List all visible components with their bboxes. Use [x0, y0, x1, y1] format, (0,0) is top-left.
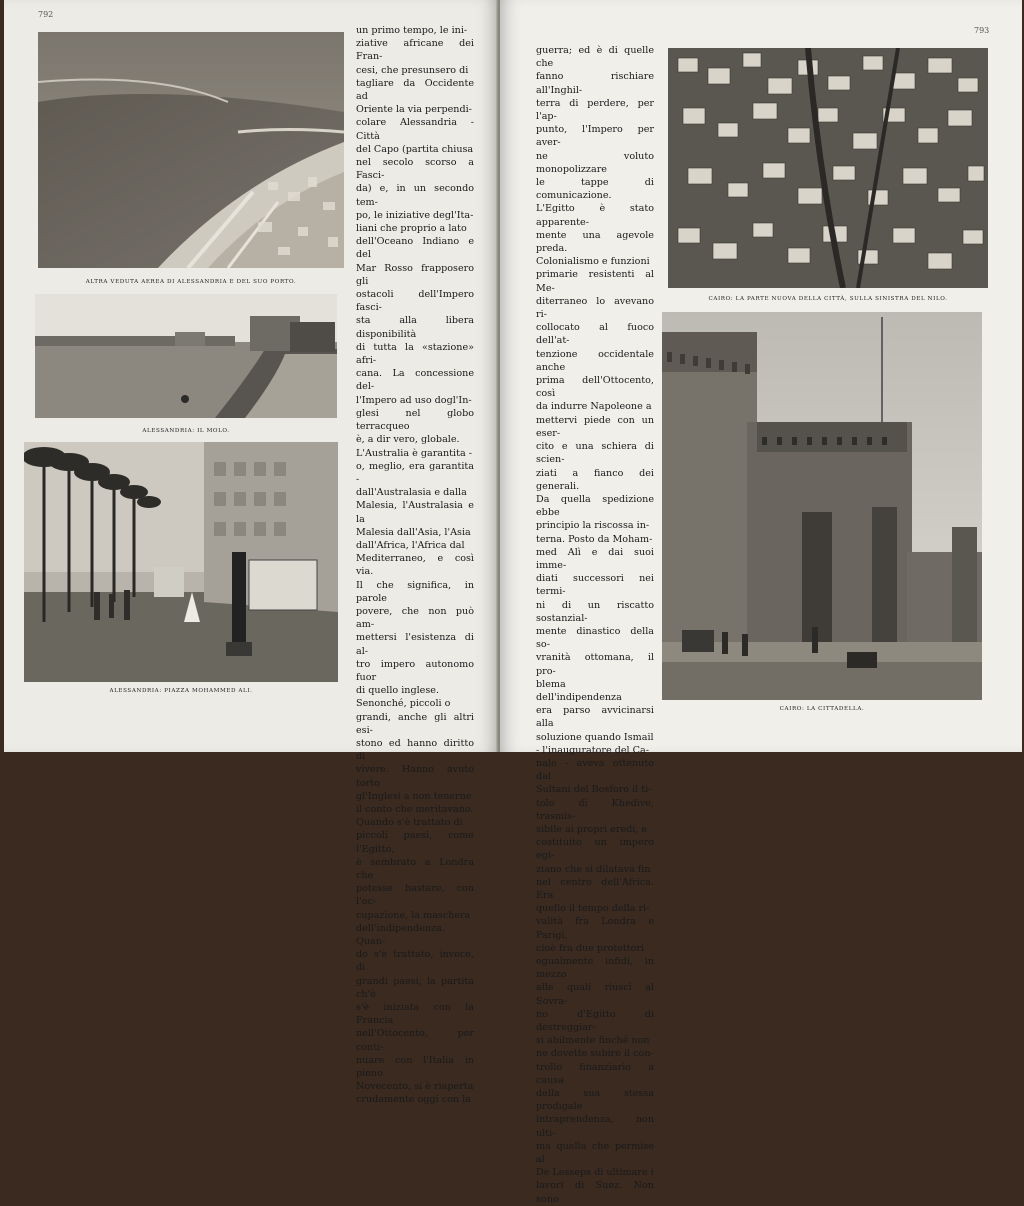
left-text-line: di quello inglese. [356, 685, 440, 697]
left-text-line: o, meglio, era garantita - [356, 460, 474, 485]
right-text-line: guerra; ed è di quelle che [536, 45, 654, 70]
aerial-photo-caption: ALTRA VEDUTA AEREA DI ALESSANDRIA E DEL SUO PORTO. [85, 279, 297, 285]
right-text-line: De Lesseps di ultimare i [536, 1167, 654, 1179]
right-text-line: ne voluto monopolizzare [536, 150, 654, 175]
cairo-new-city-photo [668, 48, 988, 288]
right-text-column [536, 44, 654, 1206]
right-text-line: da indurre Napoleone a [536, 401, 652, 413]
magazine-spread [4, 0, 1022, 1205]
left-text-line: Il che significa, in parole [356, 579, 474, 604]
left-text-line: Malesia dall'Asia, l'Asia [356, 526, 471, 538]
left-text-line: è, a dir vero, globale. [356, 434, 460, 446]
left-text-line: dell'Oceano Indiano e del [356, 236, 474, 261]
left-text-line: grandi paesi, la partita ch'è [356, 975, 474, 1000]
left-text-line: cupazione, la maschera [356, 909, 471, 921]
right-text-line: alle quali riuscì al Sovra- [536, 982, 654, 1007]
right-text-line: punto, l'Impero per aver- [536, 124, 654, 149]
left-text-line: un primo tempo, le ini- [356, 25, 468, 36]
right-text-line: si abilmente finché non [536, 1035, 650, 1047]
left-text-line: tro impero autonomo fuor [356, 658, 474, 683]
right-text-line: della sua stessa prodigale [536, 1088, 654, 1113]
right-text-line: med Alì e dai suoi imme- [536, 546, 654, 571]
right-text-line: blema dell'indipendenza [536, 678, 622, 703]
right-text-line: ne dovette subire il con- [536, 1048, 654, 1060]
left-text-line: dall'Africa, l'Africa dal [356, 539, 465, 551]
right-text-line: prima dell'Ottocento, così [536, 375, 654, 400]
left-text-line: Oriente la via perpendi- [356, 104, 472, 116]
right-text-line: principio la riscossa in- [536, 520, 650, 532]
right-text-line: valità fra Londra e Parigi, [536, 916, 654, 941]
left-text-line: l'Impero ad uso dogl'In- [356, 394, 472, 406]
right-text-line: Colonialismo e funzioni [536, 256, 650, 268]
left-text-line: nuare con l'Italia in pieno [356, 1054, 474, 1080]
right-text-line: L'Egitto è stato apparente- [536, 203, 654, 228]
right-text-line: ni di un riscatto sostanzial- [536, 599, 654, 624]
left-text-line: Novecento, si è riaperta [356, 1081, 474, 1093]
left-text-line: piccoli paesi, come l'Egitto, [356, 830, 474, 855]
cairo-new-city-caption: CAIRO: LA PARTE NUOVA DELLA CITTÀ, SULLA SINISTRA DEL NILO. [708, 296, 948, 302]
right-text-line: nale - aveva ottenuto dal [536, 757, 654, 783]
right-text-line: collocato al fuoco dell'at- [536, 322, 654, 347]
right-text-line: mente una agevole preda. [536, 229, 654, 255]
right-text-line: intraprendenza, non ulti- [536, 1114, 654, 1139]
right-page-number: 793 [974, 26, 990, 35]
left-text-line: Senonché, piccoli o [356, 698, 451, 710]
aerial-alexandria-photo [38, 32, 344, 268]
right-text-line: egualmente infidi, in mezzo [536, 956, 654, 981]
right-text-line: primarie resistenti al Me- [536, 269, 654, 294]
right-text-line: tenzione occidentale anche [536, 348, 654, 373]
left-text-line: L'Australia è garantita - [356, 447, 472, 459]
left-text-line: s'è iniziata con la Francia [356, 1002, 474, 1027]
left-text-line: ostacoli dell'Impero fasci- [356, 289, 474, 314]
piazza-photo-caption: ALESSANDRIA: PIAZZA MOHAMMED ALI. [109, 688, 253, 694]
right-text-line: le tappe di comunicazione. [536, 177, 654, 202]
left-text-line: tagliare da Occidente ad [356, 77, 474, 103]
left-text-line: Malesia, l'Australasia e la [356, 500, 474, 525]
left-text-line: del Capo (partita chiusa [356, 143, 474, 155]
left-text-line: sta alla libera disponibilità [356, 315, 474, 340]
left-text-line: colare Alessandria - Città [356, 117, 474, 142]
right-text-line: Da quella spedizione ebbe [536, 493, 654, 519]
right-text-line: nel centro dell'Africa. Era [536, 876, 654, 901]
right-text-line: sibile ai propri eredi, e [536, 823, 648, 835]
right-text-line: vranità ottomana, il pro- [536, 652, 654, 677]
left-text-line: stono ed hanno diritto di [356, 737, 474, 763]
left-text-line: potesse bastare, con l'oc- [356, 883, 474, 908]
right-page [500, 0, 1022, 1205]
left-text-line: povere, che non può am- [356, 605, 474, 631]
right-text-line: costituito un impero egi- [536, 837, 654, 862]
right-text-line: quello il tempo della ri- [536, 903, 650, 915]
left-text-line: mettersi l'esistenza di al- [356, 632, 474, 657]
left-text-line: ziative africane dei Fran- [356, 38, 474, 63]
left-text-line: glesi nel globo terracqueo [356, 407, 474, 433]
right-text-line: ziati a fianco dei generali. [536, 467, 654, 492]
right-text-line: soluzione quando Ismail [536, 731, 654, 743]
left-text-line: dell'indipendenza. Quan- [356, 922, 445, 948]
left-text-line: cana. La concessione del- [356, 368, 474, 393]
left-text-line: do s'è trattato, invece, di [356, 949, 474, 974]
right-text-line: era parso avvicinarsi alla [536, 705, 654, 730]
right-text-line: ziano che si dilatava fin [536, 863, 651, 875]
right-text-line: terna. Posto da Moham- [536, 533, 653, 545]
right-text-line: lavori di Suez. Non sono [536, 1180, 654, 1205]
right-text-line: cito e una schiera di scien- [536, 441, 654, 466]
left-page [4, 0, 498, 1106]
left-text-line: dall'Australasia e dalla [356, 487, 467, 499]
left-text-line: gl'Inglesi a non tenerne [356, 790, 472, 802]
right-text-line: - l'inauguratore del Ca- [536, 744, 649, 756]
right-text-line: tolo di Khedive, trasmis- [536, 797, 654, 822]
left-text-line: è sembrato a Londra che [356, 856, 474, 881]
right-text-line: diati successori nei termi- [536, 573, 654, 598]
cittadella-photo [662, 312, 982, 700]
right-text-line: fanno rischiare all'Inghil- [536, 71, 654, 96]
left-text-line: liani che proprio a lato [356, 223, 467, 235]
left-text-line: Quando s'è trattato di [356, 817, 463, 829]
left-text-line: da) e, in un secondo tem- [356, 183, 474, 208]
molo-photo [35, 294, 337, 418]
left-text-line: vivere. Hanno avuto torto [356, 764, 474, 789]
left-text-line: il conto che meritavano. [356, 803, 474, 815]
left-text-line: Mar Rosso frapposero gli [356, 262, 474, 287]
cittadella-caption: CAIRO: LA CITTADELLA. [779, 706, 865, 712]
right-text-line: trollo finanziario a causa [536, 1061, 654, 1086]
right-text-line: ma quella che permise al [536, 1140, 654, 1166]
left-text-line: di tutta la «stazione» afri- [356, 341, 474, 367]
left-text-line: Mediterraneo, e così via. [356, 553, 474, 578]
piazza-photo [24, 442, 338, 682]
right-text-line: no d'Egitto di destreggiar- [536, 1008, 654, 1034]
left-text-line: cesi, che presunsero di [356, 64, 469, 76]
left-text-column [356, 24, 474, 1107]
right-text-line: Sultani del Bosforo il ti- [536, 784, 652, 796]
left-page-number: 792 [38, 10, 54, 19]
left-text-line: nell'Ottocento, per conti- [356, 1028, 474, 1053]
right-text-line: mettervi piede con un eser- [536, 414, 654, 439]
left-text-line: grandi, anche gli altri esi- [356, 711, 474, 736]
left-text-line: crudamente oggi con la [356, 1094, 471, 1106]
right-text-line: mente dinastico della so- [536, 625, 654, 651]
right-text-line: terra di perdere, per l'ap- [536, 97, 654, 123]
molo-photo-caption: ALESSANDRIA: IL MOLO. [142, 428, 230, 434]
right-text-line: cioè fra due protettori [536, 942, 645, 954]
right-text-line: diterraneo lo avevano ri- [536, 295, 654, 321]
left-text-line: nel secolo scorso a Fasci- [356, 157, 474, 182]
left-text-line: po, le iniziative degl'Ita- [356, 209, 474, 221]
